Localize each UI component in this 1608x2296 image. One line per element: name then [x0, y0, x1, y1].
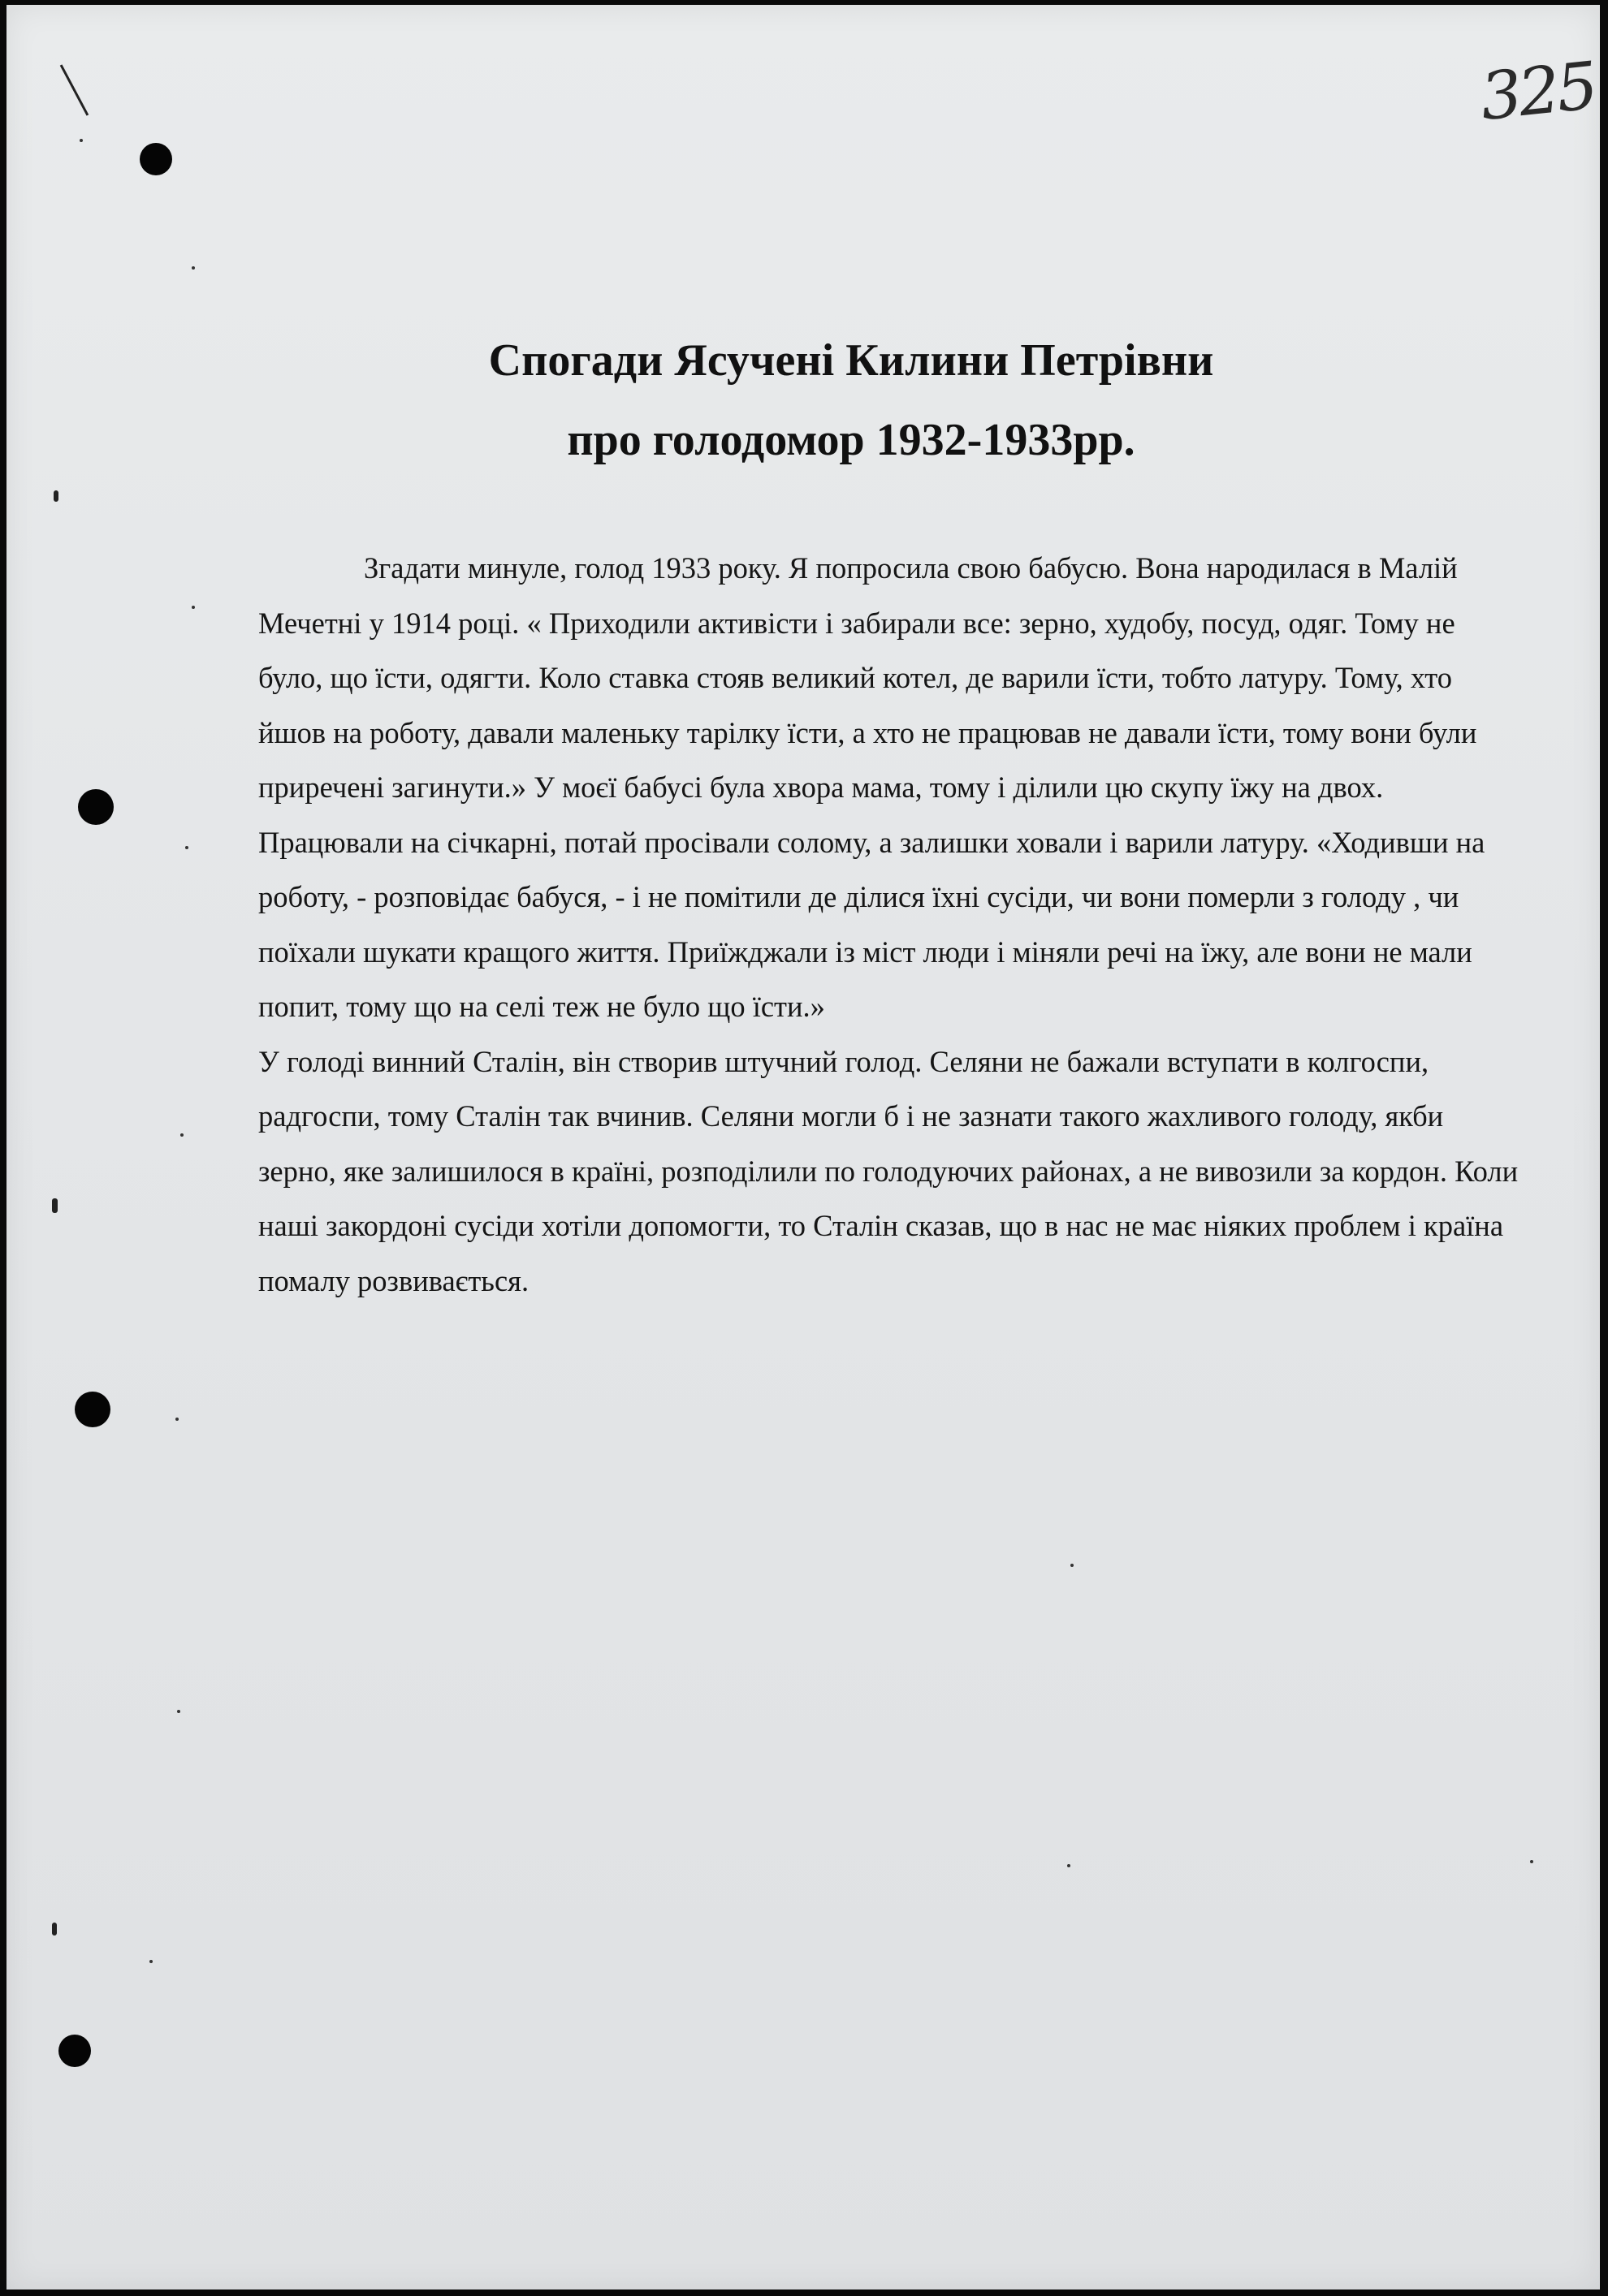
scan-speck-7 — [177, 1710, 180, 1713]
scan-speck-3 — [192, 606, 195, 609]
document-body — [258, 541, 1525, 1308]
document-title-line-1: Спогади Ясучені Килини Петрівни — [488, 335, 1214, 386]
scan-mark-2 — [54, 490, 58, 502]
paragraph-conclusion: У голоді винний Сталін, він створив штучний голод. Селяни не бажали вступати в колгоспи, радгоспи, тому Сталін так вчинив. Селяни могли б і не зазнати такого жахливого голоду, якби зерно, яке залишилося в країні, розподілили по голодуючих районах, а не вивозили за кордон. Коли наші закордоні сусіди хотіли допомогти, то Сталін сказав, що в нас не має ніяких проблем і країна помалу розвивається. — [258, 1044, 1519, 1297]
document-title-line-2: про голодомор 1932-1933рр. — [567, 415, 1135, 465]
scan-speck-8 — [149, 1960, 153, 1963]
scan-mark-4 — [52, 1923, 57, 1936]
scan-speck-5 — [180, 1133, 184, 1137]
scan-speck-6 — [175, 1418, 179, 1421]
punch-hole-3 — [75, 1392, 110, 1427]
scan-speck-11 — [1530, 1860, 1533, 1863]
punch-hole-1 — [140, 143, 172, 175]
scan-speck-9 — [1070, 1564, 1074, 1567]
scan-speck-1 — [80, 139, 83, 142]
paragraph-memoir: Згадати минуле, голод 1933 року. Я попросила свою бабусю. Вона народилася в Малій Мечетні у 1914 році. « Приходили активісти і забирали все: зерно, худобу, посуд, одяг. Тому не було, що їсти, одягти. Коло ставка стояв великий котел, де варили їсти, тобто латуру. Тому, хто йшов на роботу, давали маленьку тарілку їсти, а хто не працював не давали їсти, тому вони були приречені загинути.» У моєї бабусі була хвора мама, тому і ділили цю скупу їжу на двох. Працювали на січкарні, потай просівали солому, а залишки ховали і варили латуру. «Ходивши на роботу, - розповідає бабуся, - і не помітили де ділися їхні сусіди, чи вони померли з голоду , чи поїхали шукати кращого життя. Приїжджали із міст люди і міняли речі на їжу, але вони не мали попит, тому що на селі теж не було що їсти.» — [258, 551, 1485, 1023]
scan-speck-4 — [185, 846, 188, 849]
document-page — [6, 5, 1600, 2290]
punch-hole-2 — [78, 789, 114, 825]
page-number: 325 — [1476, 47, 1599, 136]
scan-mark-1 — [60, 64, 89, 115]
scan-speck-10 — [1067, 1864, 1070, 1867]
punch-hole-4 — [58, 2035, 91, 2067]
scan-speck-2 — [192, 266, 195, 270]
scan-mark-3 — [52, 1198, 58, 1213]
